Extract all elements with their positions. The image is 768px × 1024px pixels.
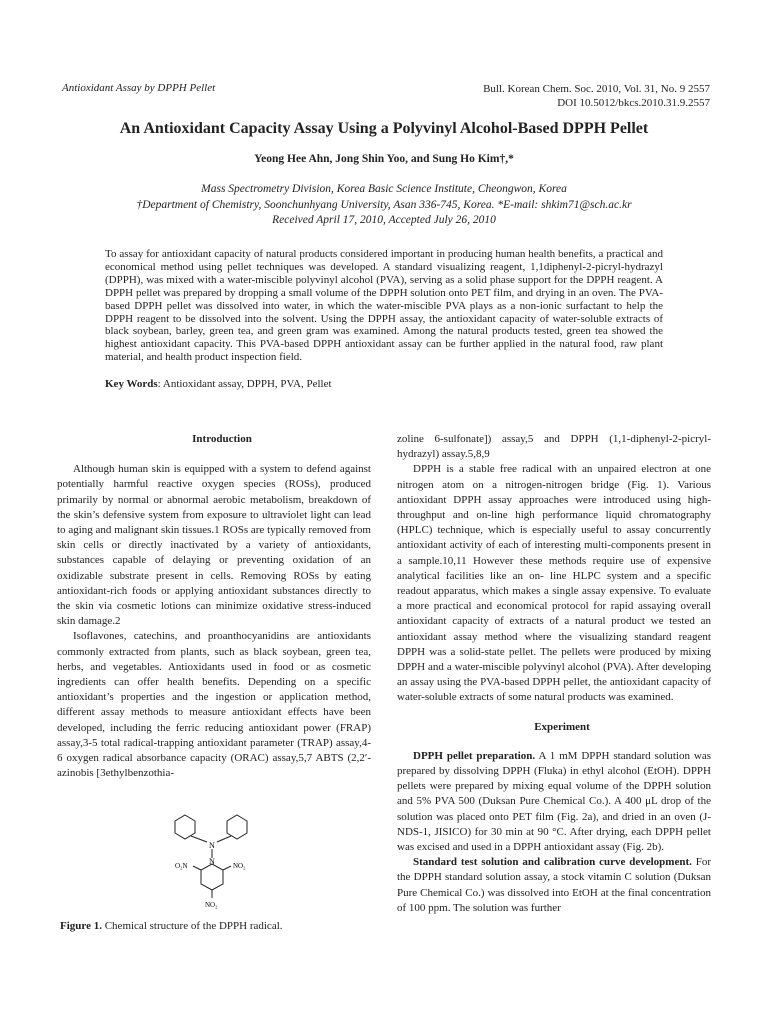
nitro-label-bottom: NO₂ <box>205 901 218 909</box>
intro-continuation: zoline 6-sulfonate]) assay,5 and DPPH (1,1-diphenyl-2-picryl-hydrazyl) assay.5,8,9 <box>397 433 711 461</box>
left-column <box>57 432 371 781</box>
experiment-paragraph-1 <box>397 749 711 855</box>
affiliations <box>0 182 768 229</box>
nitrogen-label: N <box>209 841 215 850</box>
phenyl-ring-left <box>175 815 195 839</box>
experiment-paragraph-2 <box>397 855 711 916</box>
journal-header <box>483 82 710 110</box>
intro-paragraph-3: DPPH is a stable free radical with an unpaired electron at one nitrogen atom on a nitrogen-nitrogen bridge (Fig. 1). Various antioxidant DPPH assay approaches were introduced using high-throughput and on-line high performance liquid chromatography (HPLC) technique, which is especially useful to assay concurrently antioxidant activity of each of interesting multi-components present in a sample.10,11 However these methods require use of expensive analytical facilities like an on- line HLPC system and a specific readout apparatus, which makes a single assay expensive. To evaluate a more practical and economical protocol for rapid assaying overall antioxidant capacity of extracts of a natural product we tested an antioxidant assay method where the visualizing standard reagent DPPH was a solid-state pellet. The pellets were produced by mixing DPPH and a water-miscible polyvinyl alcohol (PVA). After developing an assay using the PVA-based DPPH pellet, the antioxidant capacity of water-soluble extracts of some natural products was examined. <box>397 463 711 704</box>
affiliation-1: Mass Spectrometry Division, Korea Basic Science Institute, Cheongwon, Korea <box>201 183 567 195</box>
doi: DOI 10.5012/bkcs.2010.31.9.2557 <box>557 97 710 109</box>
experiment-subheading-2: Standard test solution and calibration curve development. <box>413 856 692 869</box>
picryl-ring <box>201 864 223 890</box>
running-title: Antioxidant Assay by DPPH Pellet <box>62 82 216 94</box>
abstract: To assay for antioxidant capacity of natural products considered important in producing human health benefits, a practical and economical method using pellet techniques was developed. A standard visualizing reagent, 1,1diphenyl-2-picryl-hydrazyl (DPPH), was mixed with a water-miscible polyvinyl alcohol (PVA), serving as a solid phase support for the DPPH reagent. A DPPH pellet was prepared by dropping a small volume of the DPPH solution onto PET film, and drying in an oven. The PVA-based DPPH pellet was dissolved into water, in which the water-miscible PVA plays as a non-ionic surfactant to help the DPPH reagent to be dissolved into the solvent. Using the DPPH assay, the antioxidant capacity of water-soluble extracts of black soybean, barley, green tea, and green gram was examined. Among the natural products tested, green tea showed the highest antioxidant capacity. This PVA-based DPPH antioxidant assay can be further applied in the natural food, raw plant material, and health product inspection field. <box>105 248 663 364</box>
experiment-subheading-1: DPPH pellet preparation. <box>413 749 536 762</box>
journal-citation: Bull. Korean Chem. Soc. 2010, Vol. 31, No. 9 2557 <box>483 83 710 95</box>
dpph-structure-figure <box>155 812 285 912</box>
affiliation-2: †Department of Chemistry, Soonchunhyang University, Asan 336-745, Korea. *E-mail: shkim71@sch.ac.kr <box>136 198 632 211</box>
keywords-label: Key Words <box>105 378 158 390</box>
figure-1-label: Figure 1. <box>60 920 102 932</box>
figure-1-caption <box>60 920 283 932</box>
keywords <box>105 378 332 390</box>
section-heading-introduction: Introduction <box>192 433 252 445</box>
nitro-label-left: O₂N <box>175 862 188 870</box>
experiment-text-2: For the DPPH standard solution assay, a stock vitamin C solution (Duksan Pure Chemical Co.) was dissolved into EtOH at the final concentration of 100 ppm. The solution was further <box>397 856 712 914</box>
intro-paragraph-1: Although human skin is equipped with a system to defend against potentially harmful reactive oxygen species (ROSs), produced primarily by normal or abnormal aerobic metabolism, breakdown of the skin’s defensive system from exposure to ultraviolet light can lead to aging and malignant skin tissues.1 ROSs are typically removed from skin cells or directly inactivated by a variety of antioxidants, substances capable of delaying or preventing oxidation of an oxidizable substrate present in cells. Removing ROSs by eating antioxidant-rich foods or applying antioxidant substances directly to the skin via cosmetic lotions can minimize oxidative stress-induced skin damage.2 <box>57 463 371 628</box>
nitrogen-radical-label: N <box>209 857 215 866</box>
intro-paragraph-2: Isoflavones, catechins, and proanthocyanidins are antioxidants commonly extracted from plants, such as black soybean, green tea, herbs, and vegetables. Antioxidants used in food or as cosmetic ingredients can offer health benefits. Depending on a specific antioxidant’s properties and the ingestion or application method, different assay methods to measure antioxidant effects have been developed, including the ferric reducing antioxidant power (FRAP) assay,3-5 total radical-trapping antioxidant parameter (TRAP) assay,4-6 oxygen radical absorbance capacity (ORAC) assay,5,7 ABTS (2,2′-azinobis [3ethylbenzothia- <box>57 630 371 780</box>
right-column <box>397 432 711 916</box>
received-dates: Received April 17, 2010, Accepted July 26, 2010 <box>272 214 496 226</box>
paper-title: An Antioxidant Capacity Assay Using a Polyvinyl Alcohol-Based DPPH Pellet <box>119 120 649 137</box>
nitro-label-right: NO₂ <box>233 862 246 870</box>
figure-1-text: Chemical structure of the DPPH radical. <box>101 920 283 932</box>
phenyl-ring-right <box>227 815 247 839</box>
experiment-text-1: A 1 mM DPPH standard solution was prepared by dissolving DPPH (Fluka) in ethyl alcohol (EtOH). DPPH pellets were prepared by mixing equal volume of the DPPH solution and 5% PVA 500 (Duksan Pure Chemical Co.). A 400 μL drop of the solution was placed onto PET film (Fig. 2a), and dried in an oven (J-NDS-1, JISICO) for 30 min at 90 °C. After drying, each DPPH pellet was excised and used in a DPPH antioxidant assay (Fig. 2b). <box>397 749 711 854</box>
keywords-text: : Antioxidant assay, DPPH, PVA, Pellet <box>157 378 332 390</box>
section-heading-experiment: Experiment <box>534 720 590 733</box>
author-list: Yeong Hee Ahn, Jong Shin Yoo, and Sung Ho Kim†,* <box>254 153 514 165</box>
